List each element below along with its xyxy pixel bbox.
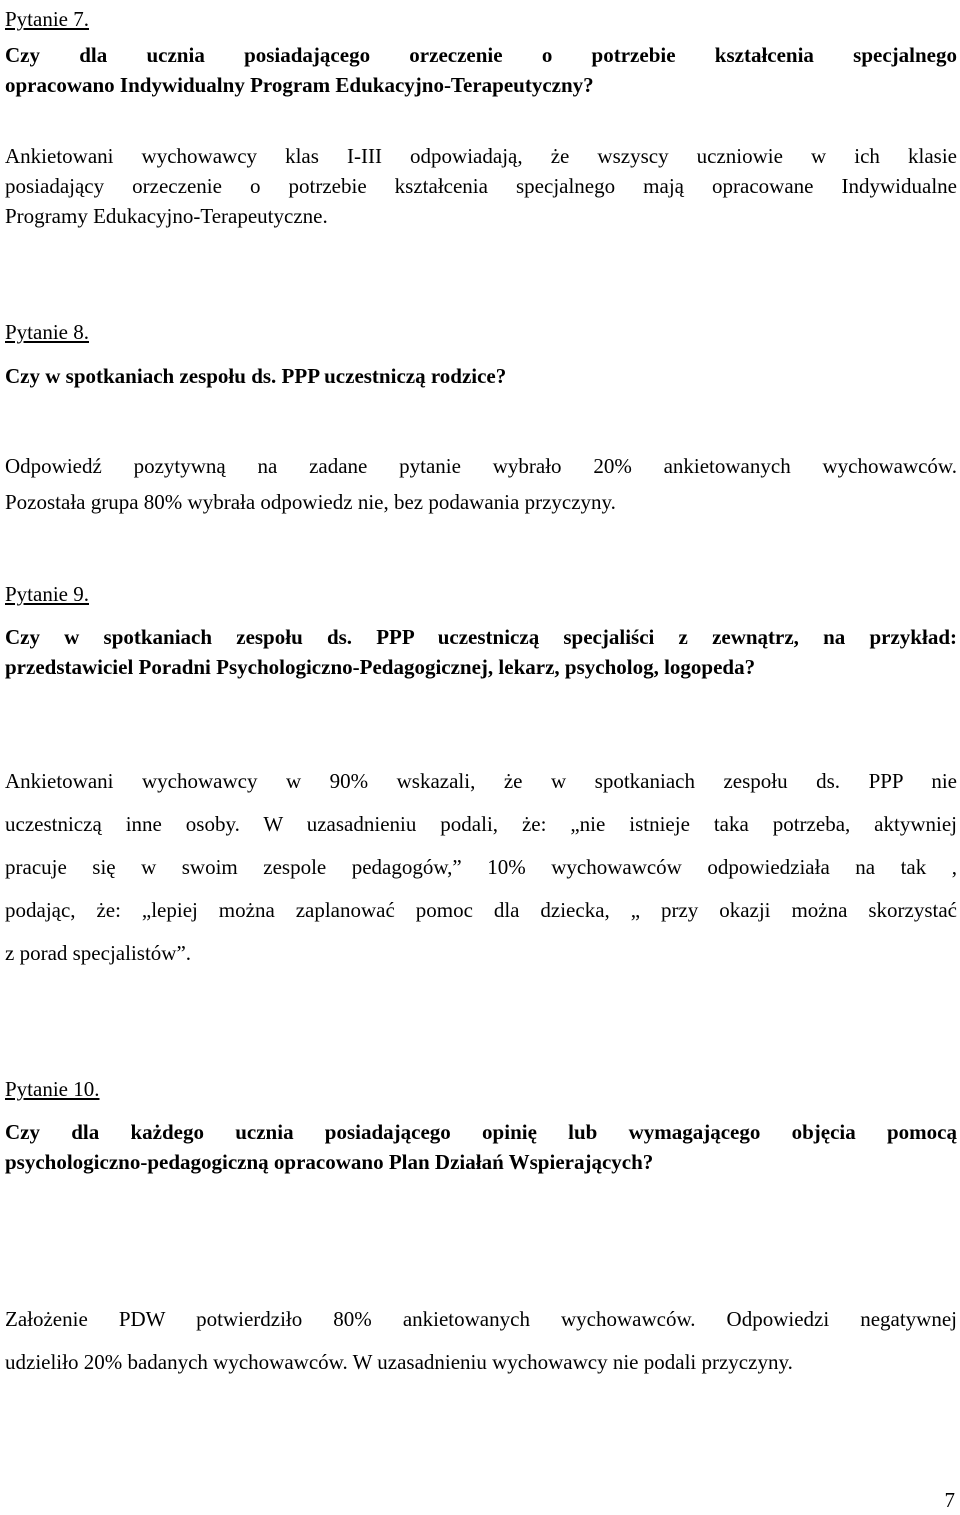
question-7-line-2: opracowano Indywidualny Program Edukacyjno-Terapeutyczny? xyxy=(5,73,594,97)
question-10-line-2: psychologiczno-pedagogiczną opracowano Plan Działań Wspierających? xyxy=(5,1150,654,1174)
answer-9-text xyxy=(5,760,957,975)
question-9-line-1: Czy w spotkaniach zespołu ds. PPP uczestniczą specjaliści z zewnątrz, na przykład: xyxy=(5,625,957,649)
question-8-heading: Pytanie 8. xyxy=(5,320,89,344)
answer-7-text xyxy=(5,141,957,231)
answer-8-text xyxy=(5,448,957,520)
answer-9-line-5: z porad specjalistów”. xyxy=(5,941,192,965)
question-7-text xyxy=(5,40,957,100)
question-8-text: Czy w spotkaniach zespołu ds. PPP uczestniczą rodzice? xyxy=(5,364,507,388)
question-10-line-1: Czy dla każdego ucznia posiadającego opinię lub wymagającego objęcia pomocą xyxy=(5,1120,957,1144)
page-number: 7 xyxy=(944,1488,955,1512)
answer-8-line-1: Odpowiedź pozytywną na zadane pytanie wybrało 20% ankietowanych wychowawców. xyxy=(5,454,957,478)
answer-9-line-4: podając, że: „lepiej można zaplanować pomoc dla dziecka, „ przy okazji można skorzystać xyxy=(5,898,957,922)
question-7-heading: Pytanie 7. xyxy=(5,7,89,31)
answer-7-line-1: Ankietowani wychowawcy klas I-III odpowiadają, że wszyscy uczniowie w ich klasie xyxy=(5,144,957,168)
answer-9-line-3: pracuje się w swoim zespole pedagogów,” 10% wychowawców odpowiedziała na tak , xyxy=(5,855,957,879)
question-7-line-1: Czy dla ucznia posiadającego orzeczenie o potrzebie kształcenia specjalnego xyxy=(5,43,957,67)
question-9-text xyxy=(5,622,957,682)
answer-9-line-2: uczestniczą inne osoby. W uzasadnieniu podali, że: „nie istnieje taka potrzeba, aktywniej xyxy=(5,812,957,836)
answer-9-line-1: Ankietowani wychowawcy w 90% wskazali, że w spotkaniach zespołu ds. PPP nie xyxy=(5,769,957,793)
question-10-heading: Pytanie 10. xyxy=(5,1077,100,1101)
answer-10-line-2: udzieliło 20% badanych wychowawców. W uzasadnieniu wychowawcy nie podali przyczyny. xyxy=(5,1350,793,1374)
answer-10-line-1: Założenie PDW potwierdziło 80% ankietowanych wychowawców. Odpowiedzi negatywnej xyxy=(5,1307,957,1331)
answer-10-text xyxy=(5,1298,957,1384)
question-9-heading: Pytanie 9. xyxy=(5,582,89,606)
question-9-line-2: przedstawiciel Poradni Psychologiczno-Pedagogicznej, lekarz, psycholog, logopeda? xyxy=(5,655,756,679)
question-10-text xyxy=(5,1117,957,1177)
answer-7-line-3: Programy Edukacyjno-Terapeutyczne. xyxy=(5,204,328,228)
answer-8-line-2: Pozostała grupa 80% wybrała odpowiedz nie, bez podawania przyczyny. xyxy=(5,490,616,514)
answer-7-line-2: posiadający orzeczenie o potrzebie kształcenia specjalnego mają opracowane Indywidualne xyxy=(5,174,957,198)
